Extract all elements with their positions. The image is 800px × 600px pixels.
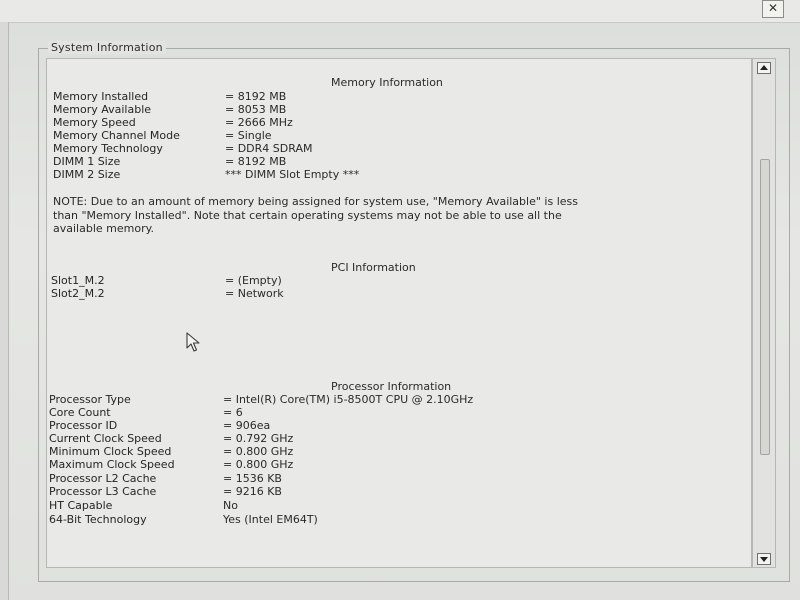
- processor-value-ht-capable: No: [223, 499, 238, 512]
- memory-note-line-1: NOTE: Due to an amount of memory being assigned for system use, "Memory Available" is less: [53, 195, 578, 208]
- processor-label-l2-cache: Processor L2 Cache: [49, 472, 157, 485]
- pci-section-title: PCI Information: [331, 261, 416, 274]
- close-button[interactable]: [762, 0, 784, 18]
- processor-label-ht-capable: HT Capable: [49, 499, 113, 512]
- processor-label-64bit: 64-Bit Technology: [49, 513, 147, 526]
- memory-label-available: Memory Available: [53, 103, 152, 116]
- memory-label-channel-mode: Memory Channel Mode: [53, 129, 180, 142]
- memory-value-channel-mode: = Single: [225, 129, 272, 142]
- memory-label-speed: Memory Speed: [53, 116, 136, 129]
- processor-label-type: Processor Type: [49, 393, 131, 406]
- processor-value-l3-cache: = 9216 KB: [223, 485, 282, 498]
- close-icon: ✕: [767, 1, 779, 15]
- processor-value-core-count: = 6: [223, 406, 243, 419]
- scrollbar-thumb[interactable]: [760, 159, 770, 455]
- memory-value-technology: = DDR4 SDRAM: [225, 142, 313, 155]
- processor-value-id: = 906ea: [223, 419, 271, 432]
- processor-section-title: Processor Information: [331, 380, 452, 393]
- pci-value-slot2: = Network: [225, 287, 284, 300]
- processor-value-current-clock: = 0.792 GHz: [223, 432, 294, 445]
- window-top-bar: [0, 0, 800, 23]
- scroll-up-button[interactable]: [757, 62, 771, 74]
- group-title: System Information: [48, 41, 166, 54]
- scroll-down-arrow-icon: [758, 554, 770, 564]
- left-panel-edge: [0, 22, 9, 600]
- pci-label-slot1: Slot1_M.2: [51, 274, 105, 287]
- scroll-down-button[interactable]: [757, 553, 771, 565]
- processor-label-core-count: Core Count: [49, 406, 111, 419]
- processor-label-current-clock: Current Clock Speed: [49, 432, 162, 445]
- pci-label-slot2: Slot2_M.2: [51, 287, 105, 300]
- memory-label-dimm2: DIMM 2 Size: [53, 168, 121, 181]
- memory-section-title: Memory Information: [331, 76, 443, 89]
- memory-value-speed: = 2666 MHz: [225, 116, 293, 129]
- processor-value-l2-cache: = 1536 KB: [223, 472, 282, 485]
- memory-note-line-2: than "Memory Installed". Note that certain operating systems may not be able to use all the: [53, 208, 562, 222]
- memory-note: [53, 195, 653, 236]
- processor-label-l3-cache: Processor L3 Cache: [49, 485, 157, 498]
- processor-value-64bit: Yes (Intel EM64T): [223, 513, 318, 526]
- system-information-content: [46, 58, 752, 568]
- memory-value-dimm2: *** DIMM Slot Empty ***: [225, 168, 360, 181]
- scroll-up-arrow-icon: [758, 63, 770, 73]
- processor-label-min-clock: Minimum Clock Speed: [49, 445, 172, 458]
- memory-value-available: = 8053 MB: [225, 103, 287, 116]
- processor-value-min-clock: = 0.800 GHz: [223, 445, 294, 458]
- memory-note-line-3: available memory.: [53, 222, 155, 235]
- memory-value-installed: = 8192 MB: [225, 90, 287, 103]
- memory-label-dimm1: DIMM 1 Size: [53, 155, 121, 168]
- processor-value-max-clock: = 0.800 GHz: [223, 458, 294, 471]
- memory-label-technology: Memory Technology: [53, 142, 163, 155]
- processor-value-type: = Intel(R) Core(TM) i5-8500T CPU @ 2.10GHz: [223, 393, 474, 406]
- pci-value-slot1: = (Empty): [225, 274, 282, 287]
- processor-label-id: Processor ID: [49, 419, 118, 432]
- processor-label-max-clock: Maximum Clock Speed: [49, 458, 175, 471]
- vertical-scrollbar[interactable]: [752, 58, 776, 568]
- mouse-pointer-icon: [186, 332, 202, 354]
- memory-label-installed: Memory Installed: [53, 90, 149, 103]
- memory-value-dimm1: = 8192 MB: [225, 155, 287, 168]
